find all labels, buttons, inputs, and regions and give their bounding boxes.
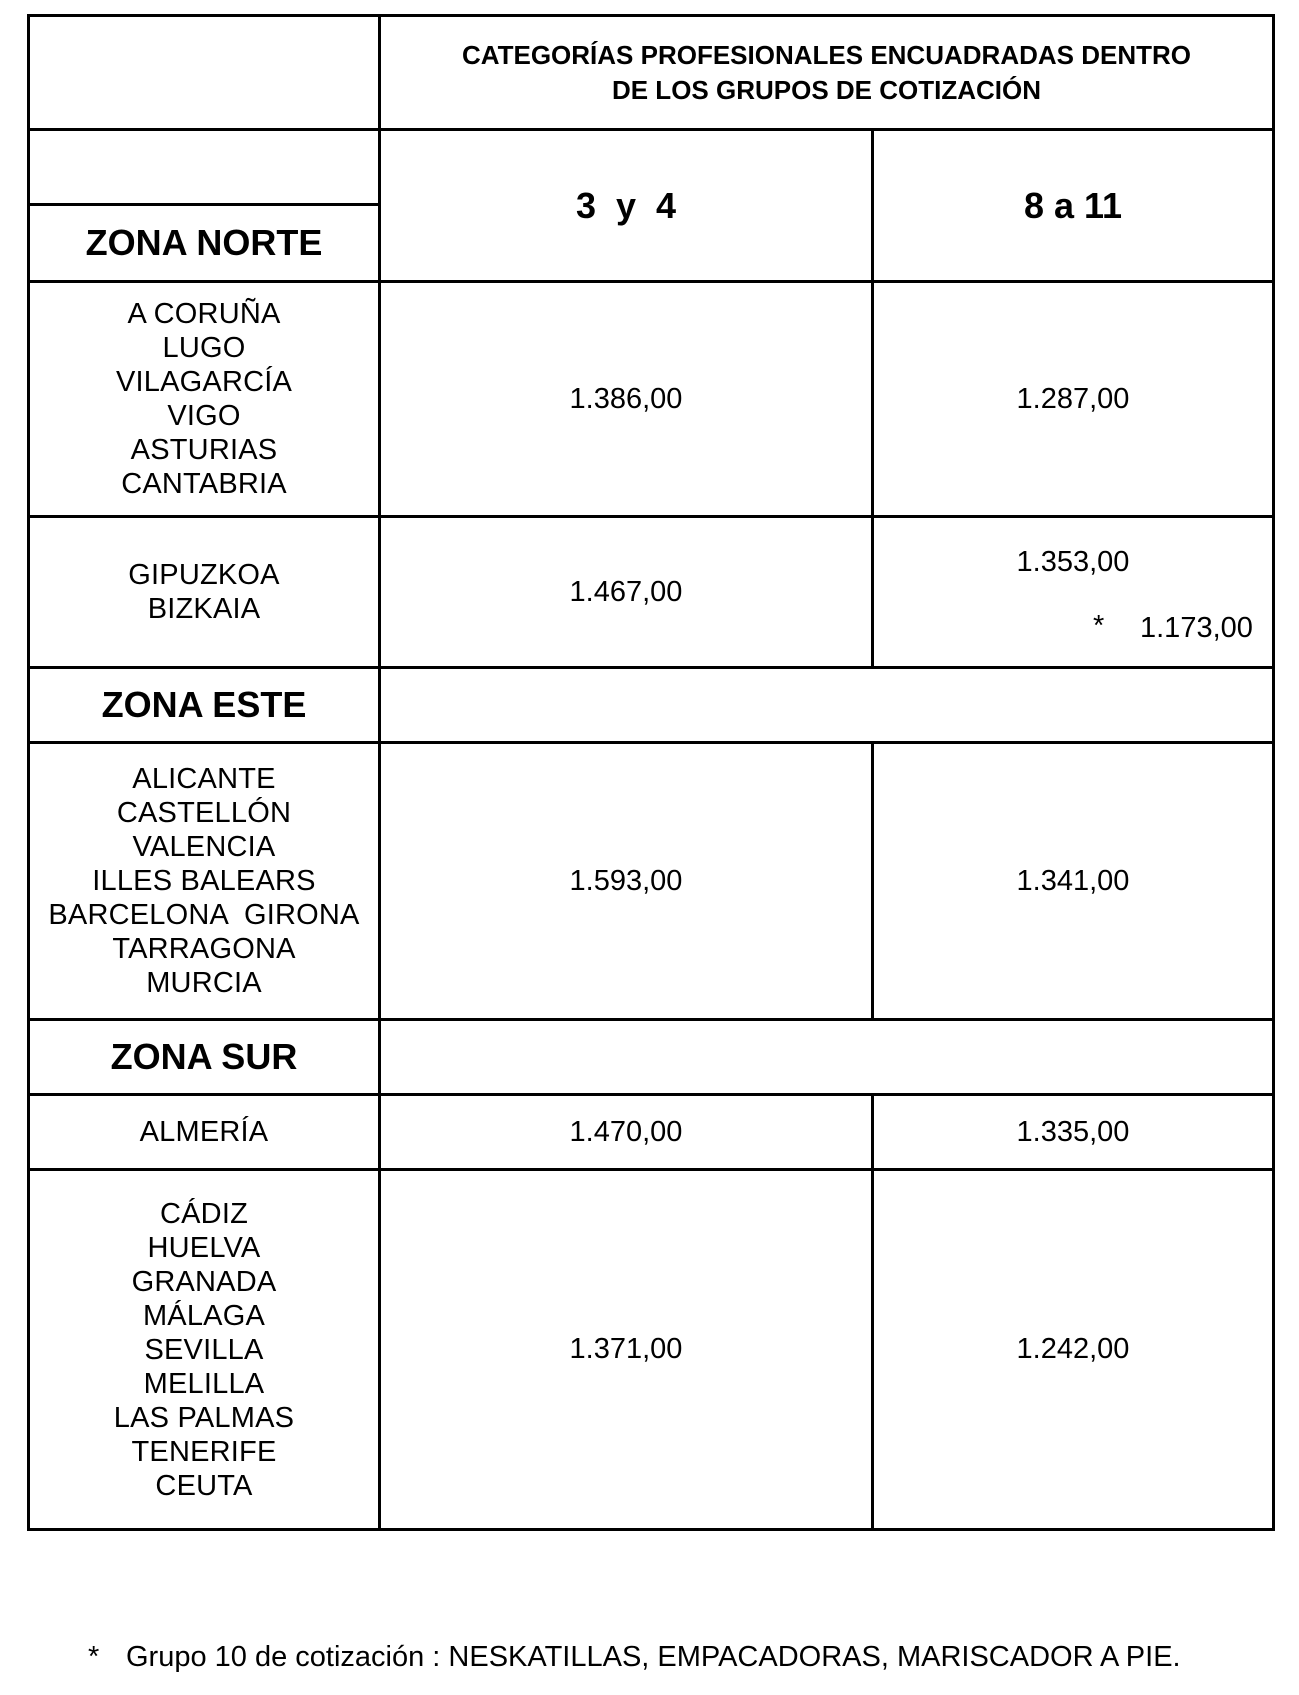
city-name: LUGO xyxy=(162,332,246,364)
salary-value-text: 1.386,00 xyxy=(569,382,683,415)
zone-title: ZONA ESTE xyxy=(101,684,307,725)
city-name: ILLES BALEARS xyxy=(92,865,316,897)
group-header-8-11 xyxy=(874,131,1272,280)
table-row-cities xyxy=(30,518,378,666)
zone-title: ZONA NORTE xyxy=(85,222,323,263)
city-name: ASTURIAS xyxy=(130,434,278,466)
city-name: CÁDIZ xyxy=(159,1197,248,1230)
salary-value xyxy=(874,518,1272,588)
salary-value-text: 1.341,00 xyxy=(1016,864,1130,897)
zone-title: ZONA SUR xyxy=(110,1036,298,1077)
city-name: BARCELONA GIRONA xyxy=(48,899,360,931)
footnote-marker: * xyxy=(88,1641,100,1673)
salary-value-text: 1.593,00 xyxy=(569,864,683,897)
footnote xyxy=(88,1641,1181,1674)
city-name: ALICANTE xyxy=(132,763,276,795)
header-title xyxy=(381,17,1272,128)
city-name: CANTABRIA xyxy=(121,468,287,500)
salary-value-text: 1.335,00 xyxy=(1016,1115,1130,1148)
salary-value-text: 1.470,00 xyxy=(569,1115,683,1148)
table-row-cities xyxy=(30,1096,378,1168)
city-name: MELILLA xyxy=(143,1367,265,1400)
table-row-cities xyxy=(30,283,378,515)
footnote-marker: * xyxy=(1093,610,1105,642)
salary-value-text: 1.371,00 xyxy=(569,1333,683,1365)
salary-value xyxy=(381,1096,871,1168)
salary-value-special: 1.173,00 xyxy=(1140,612,1253,644)
salary-value xyxy=(874,283,1272,515)
salary-value-text: 1.242,00 xyxy=(1016,1333,1130,1365)
salary-value-text: 1.287,00 xyxy=(1016,382,1130,415)
city-name: MÁLAGA xyxy=(142,1299,266,1332)
city-name: LAS PALMAS xyxy=(113,1401,295,1434)
city-name: VIGO xyxy=(167,400,241,432)
zone-este-label xyxy=(30,669,378,741)
city-name: CEUTA xyxy=(155,1469,253,1502)
city-name: TENERIFE xyxy=(131,1435,277,1468)
header-title-line: DE LOS GRUPOS DE COTIZACIÓN xyxy=(611,74,1041,105)
zone-sur-label xyxy=(30,1021,378,1093)
footnote-text: Grupo 10 de cotización : NESKATILLAS, EMPACADORAS, MARISCADOR A PIE. xyxy=(126,1641,1181,1673)
table-row-cities xyxy=(30,1171,378,1528)
salary-value xyxy=(381,283,871,515)
city-name: VALENCIA xyxy=(132,831,276,863)
city-name: VILAGARCÍA xyxy=(115,366,293,398)
city-name: A CORUÑA xyxy=(127,298,281,330)
salary-value-text: 1.353,00 xyxy=(1016,545,1130,578)
table-row-cities xyxy=(30,744,378,1018)
salary-value xyxy=(381,744,871,1018)
city-name: HUELVA xyxy=(147,1231,261,1264)
header-title-line: CATEGORÍAS PROFESIONALES ENCUADRADAS DENTRO xyxy=(461,39,1191,70)
salary-value xyxy=(874,744,1272,1018)
group-header-label: 3 y 4 xyxy=(575,184,677,226)
grid-line xyxy=(1272,14,1275,1531)
city-name: TARRAGONA xyxy=(112,933,296,965)
city-name: ALMERÍA xyxy=(139,1116,269,1148)
salary-value xyxy=(874,1171,1272,1528)
salary-value xyxy=(381,1171,871,1528)
salary-value-text: 1.467,00 xyxy=(569,575,683,608)
city-name: BIZKAIA xyxy=(147,593,261,625)
zone-norte-label xyxy=(30,206,378,280)
city-name: SEVILLA xyxy=(144,1333,264,1366)
salary-value xyxy=(381,518,871,666)
salary-value xyxy=(874,1096,1272,1168)
city-name: CASTELLÓN xyxy=(116,797,292,829)
city-name: GRANADA xyxy=(131,1265,277,1298)
grid-line xyxy=(27,1528,1275,1531)
group-header-label: 8 a 11 xyxy=(1023,184,1123,226)
group-header-3-4 xyxy=(381,131,871,280)
city-name: GIPUZKOA xyxy=(128,559,280,591)
city-name: MURCIA xyxy=(146,967,262,999)
